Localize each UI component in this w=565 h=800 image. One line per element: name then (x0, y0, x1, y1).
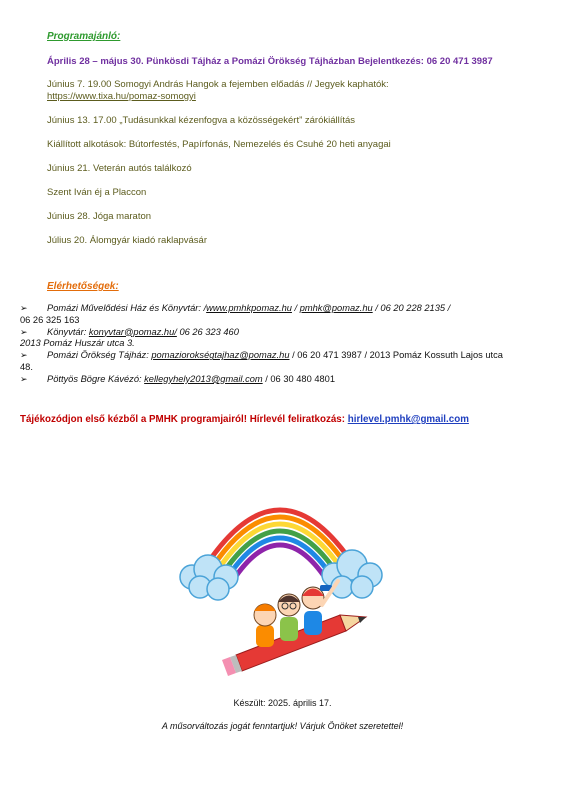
arrow-bullet-icon: ➢ (20, 373, 28, 384)
event-item: Kiállított alkotások: Bútorfestés, Papírfonás, Nemezelés és Csuhé 20 heti anyagai (47, 139, 391, 150)
created-date: Készült: 2025. április 17. (233, 698, 332, 708)
event-item: Szent Iván éj a Placcon (47, 187, 147, 198)
event-list (47, 79, 537, 259)
event-item: Június 28. Jóga maraton (47, 211, 152, 222)
program-heading: Programajánló: (47, 31, 121, 42)
contact-item (20, 374, 550, 386)
closing-note: A műsorváltozás jogát fenntartjuk! Várjuk Önöket szeretettel! (161, 721, 404, 731)
website-link[interactable]: www.pmhkpomaz.hu (206, 303, 292, 313)
event-item (47, 79, 537, 103)
event-item: Június 21. Veterán autós találkozó (47, 163, 192, 174)
contact-continuation: 2013 Pomáz Huszár utca 3. (20, 338, 135, 349)
event-item: Július 20. Álomgyár kiadó raklapvásár (47, 235, 207, 246)
contact-continuation: 48. (20, 361, 33, 372)
newsletter-text: Tájékozódjon első kézből a PMHK programjairól! Hírlevél feliratkozás: (20, 414, 348, 425)
arrow-bullet-icon: ➢ (20, 326, 28, 337)
featured-event: Április 28 – május 30. Pünkösdi Tájház a Pomázi Örökség Tájházban Bejelentkezés: 06 20 471 3987 (47, 56, 493, 67)
event-text: Június 7. 19.00 Somogyi András Hangok a fejemben előadás // Jegyek kaphatók: (47, 79, 389, 90)
contacts-heading: Elérhetőségek: (47, 281, 119, 292)
contact-label: Pöttyös Bögre Kávézó: (47, 373, 145, 384)
contact-item (20, 327, 550, 339)
contact-address: / 06 20 471 3987 / 2013 Pomáz Kossuth Lajos utca (289, 350, 503, 361)
contact-label: Pomázi Művelődési Ház és Könyvtár: / (47, 303, 207, 313)
email-link[interactable]: pomaziorokségtajhaz@pomaz.hu (151, 350, 290, 361)
email-link[interactable]: kellegyhely2013@gmail.com (144, 373, 263, 384)
email-link[interactable]: pmhk@pomaz.hu (299, 303, 373, 313)
ticket-link[interactable]: https://www.tixa.hu/pomaz-somogyi (47, 91, 196, 102)
contact-label: Pomázi Örökség Tájház: (47, 350, 152, 361)
contact-phone: / 06 20 228 2135 / (372, 303, 451, 313)
contact-continuation: 06 26 325 163 (20, 314, 80, 325)
contact-list (20, 303, 550, 386)
contact-item (20, 350, 550, 362)
contact-phone: 06 26 323 460 (176, 326, 239, 337)
arrow-bullet-icon: ➢ (20, 303, 28, 313)
contact-item (20, 303, 550, 315)
email-link[interactable]: konyvtar@pomaz.hu/ (88, 326, 177, 337)
event-item: Június 13. 17.00 „Tudásunkkal kézenfogva a közösségekért” zárókiállítás (47, 115, 356, 126)
newsletter-line (20, 414, 469, 425)
newsletter-email-link[interactable]: hirlevel.pmhk@gmail.com (347, 414, 469, 425)
arrow-bullet-icon: ➢ (20, 350, 28, 361)
contact-phone: / 06 30 480 4801 (262, 373, 336, 384)
rainbow-children-illustration (170, 465, 390, 685)
contact-label: Könyvtár: (47, 326, 89, 337)
separator: / (291, 303, 300, 313)
